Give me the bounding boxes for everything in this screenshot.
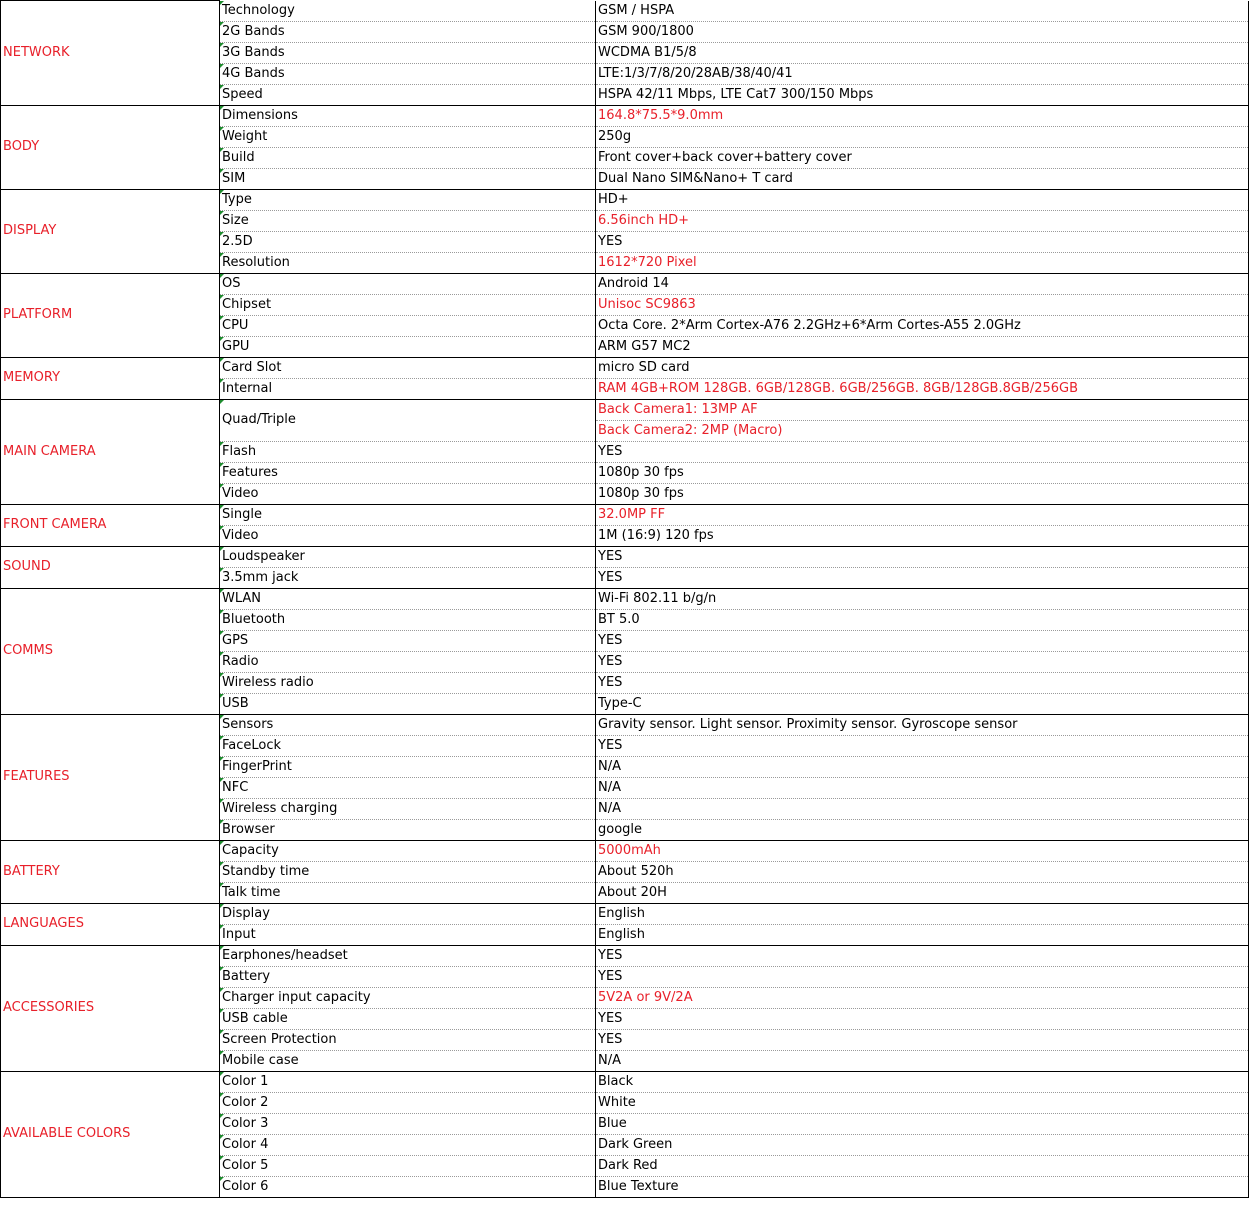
category-label: LANGUAGES <box>1 903 220 945</box>
feature-value: HD+ <box>596 189 1249 210</box>
feature-value: Wi-Fi 802.11 b/g/n <box>596 588 1249 609</box>
feature-value: About 520h <box>596 861 1249 882</box>
feature-label: Color 4 <box>220 1134 596 1155</box>
spec-row <box>1 840 1249 861</box>
feature-label: Card Slot <box>220 357 596 378</box>
feature-value: YES <box>596 1029 1249 1050</box>
feature-label: Bluetooth <box>220 609 596 630</box>
spec-row <box>1 399 1249 420</box>
feature-label: 2G Bands <box>220 21 596 42</box>
feature-label: Dimensions <box>220 105 596 126</box>
feature-label: Screen Protection <box>220 1029 596 1050</box>
spec-row <box>1 714 1249 735</box>
feature-value: N/A <box>596 798 1249 819</box>
category-label: ACCESSORIES <box>1 945 220 1071</box>
category-label: MEMORY <box>1 357 220 399</box>
spec-row <box>1 1 1249 22</box>
feature-label: Video <box>220 525 596 546</box>
feature-value: YES <box>596 651 1249 672</box>
feature-label: Browser <box>220 819 596 840</box>
feature-label: Color 1 <box>220 1071 596 1092</box>
feature-label: Battery <box>220 966 596 987</box>
category-label: DISPLAY <box>1 189 220 273</box>
feature-value: English <box>596 924 1249 945</box>
feature-value: Octa Core. 2*Arm Cortex-A76 2.2GHz+6*Arm Cortes-A55 2.0GHz <box>596 315 1249 336</box>
feature-label: Quad/Triple <box>220 399 596 441</box>
feature-value: Dual Nano SIM&Nano+ T card <box>596 168 1249 189</box>
feature-label: GPS <box>220 630 596 651</box>
feature-value: Gravity sensor. Light sensor. Proximity sensor. Gyroscope sensor <box>596 714 1249 735</box>
feature-label: Chipset <box>220 294 596 315</box>
feature-label: 3.5mm jack <box>220 567 596 588</box>
feature-value: YES <box>596 735 1249 756</box>
feature-value: micro SD card <box>596 357 1249 378</box>
spec-row <box>1 1071 1249 1092</box>
feature-label: WLAN <box>220 588 596 609</box>
feature-label: FingerPrint <box>220 756 596 777</box>
feature-value: 32.0MP FF <box>596 504 1249 525</box>
feature-label: USB cable <box>220 1008 596 1029</box>
spec-sheet-body <box>1 1 1249 1198</box>
feature-value: 1080p 30 fps <box>596 483 1249 504</box>
spec-row <box>1 189 1249 210</box>
spec-row <box>1 546 1249 567</box>
feature-value: About 20H <box>596 882 1249 903</box>
feature-label: Single <box>220 504 596 525</box>
feature-value: LTE:1/3/7/8/20/28AB/38/40/41 <box>596 63 1249 84</box>
feature-value: YES <box>596 231 1249 252</box>
feature-label: Capacity <box>220 840 596 861</box>
feature-value: White <box>596 1092 1249 1113</box>
feature-value: Type-C <box>596 693 1249 714</box>
feature-value: N/A <box>596 777 1249 798</box>
spec-row <box>1 357 1249 378</box>
feature-value: Android 14 <box>596 273 1249 294</box>
feature-value: Unisoc SC9863 <box>596 294 1249 315</box>
feature-value: RAM 4GB+ROM 128GB. 6GB/128GB. 6GB/256GB. 8GB/128GB.8GB/256GB <box>596 378 1249 399</box>
feature-label: Color 2 <box>220 1092 596 1113</box>
feature-value: 5V2A or 9V/2A <box>596 987 1249 1008</box>
feature-value: 1M (16:9) 120 fps <box>596 525 1249 546</box>
feature-label: GPU <box>220 336 596 357</box>
feature-label: Resolution <box>220 252 596 273</box>
feature-value: YES <box>596 672 1249 693</box>
spec-row <box>1 105 1249 126</box>
feature-value: ARM G57 MC2 <box>596 336 1249 357</box>
feature-value: google <box>596 819 1249 840</box>
feature-label: Charger input capacity <box>220 987 596 1008</box>
feature-value: English <box>596 903 1249 924</box>
spec-row <box>1 945 1249 966</box>
spec-row <box>1 504 1249 525</box>
category-label: NETWORK <box>1 1 220 106</box>
feature-label: Talk time <box>220 882 596 903</box>
feature-label: Color 5 <box>220 1155 596 1176</box>
category-label: BODY <box>1 105 220 189</box>
feature-value: YES <box>596 966 1249 987</box>
feature-label: FaceLock <box>220 735 596 756</box>
feature-value: BT 5.0 <box>596 609 1249 630</box>
feature-label: Features <box>220 462 596 483</box>
feature-value: WCDMA B1/5/8 <box>596 42 1249 63</box>
feature-value: HSPA 42/11 Mbps, LTE Cat7 300/150 Mbps <box>596 84 1249 105</box>
feature-label: 3G Bands <box>220 42 596 63</box>
category-label: FRONT CAMERA <box>1 504 220 546</box>
category-label: FEATURES <box>1 714 220 840</box>
feature-label: Earphones/headset <box>220 945 596 966</box>
feature-label: Video <box>220 483 596 504</box>
spec-row <box>1 588 1249 609</box>
spec-row <box>1 903 1249 924</box>
category-label: BATTERY <box>1 840 220 903</box>
category-label: AVAILABLE COLORS <box>1 1071 220 1197</box>
spec-row <box>1 273 1249 294</box>
feature-value: Back Camera1: 13MP AF <box>596 399 1249 420</box>
feature-label: Wireless radio <box>220 672 596 693</box>
feature-value: Dark Red <box>596 1155 1249 1176</box>
feature-label: USB <box>220 693 596 714</box>
category-label: PLATFORM <box>1 273 220 357</box>
feature-value: Blue Texture <box>596 1176 1249 1197</box>
feature-value: Front cover+back cover+battery cover <box>596 147 1249 168</box>
feature-label: Speed <box>220 84 596 105</box>
feature-value: N/A <box>596 1050 1249 1071</box>
feature-label: 2.5D <box>220 231 596 252</box>
feature-label: Technology <box>220 1 596 22</box>
feature-value: Dark Green <box>596 1134 1249 1155</box>
feature-value: GSM 900/1800 <box>596 21 1249 42</box>
feature-label: Flash <box>220 441 596 462</box>
feature-label: SIM <box>220 168 596 189</box>
feature-value: GSM / HSPA <box>596 1 1249 22</box>
category-label: COMMS <box>1 588 220 714</box>
feature-label: Color 3 <box>220 1113 596 1134</box>
feature-value: YES <box>596 567 1249 588</box>
feature-label: Input <box>220 924 596 945</box>
feature-value: YES <box>596 546 1249 567</box>
feature-label: Size <box>220 210 596 231</box>
feature-value: Back Camera2: 2MP (Macro) <box>596 420 1249 441</box>
feature-label: NFC <box>220 777 596 798</box>
feature-value: YES <box>596 630 1249 651</box>
feature-value: YES <box>596 945 1249 966</box>
feature-value: YES <box>596 441 1249 462</box>
feature-value: Black <box>596 1071 1249 1092</box>
feature-label: Color 6 <box>220 1176 596 1197</box>
feature-value: 250g <box>596 126 1249 147</box>
feature-label: Radio <box>220 651 596 672</box>
feature-label: CPU <box>220 315 596 336</box>
feature-label: Internal <box>220 378 596 399</box>
category-label: MAIN CAMERA <box>1 399 220 504</box>
feature-label: 4G Bands <box>220 63 596 84</box>
feature-label: Weight <box>220 126 596 147</box>
feature-value: N/A <box>596 756 1249 777</box>
feature-label: Loudspeaker <box>220 546 596 567</box>
feature-value: 5000mAh <box>596 840 1249 861</box>
category-label: SOUND <box>1 546 220 588</box>
feature-label: Mobile case <box>220 1050 596 1071</box>
feature-label: OS <box>220 273 596 294</box>
feature-label: Type <box>220 189 596 210</box>
feature-label: Display <box>220 903 596 924</box>
feature-label: Sensors <box>220 714 596 735</box>
feature-value: YES <box>596 1008 1249 1029</box>
feature-value: 1080p 30 fps <box>596 462 1249 483</box>
feature-label: Build <box>220 147 596 168</box>
feature-label: Standby time <box>220 861 596 882</box>
feature-value: 6.56inch HD+ <box>596 210 1249 231</box>
feature-value: 164.8*75.5*9.0mm <box>596 105 1249 126</box>
feature-value: Blue <box>596 1113 1249 1134</box>
feature-label: Wireless charging <box>220 798 596 819</box>
feature-value: 1612*720 Pixel <box>596 252 1249 273</box>
